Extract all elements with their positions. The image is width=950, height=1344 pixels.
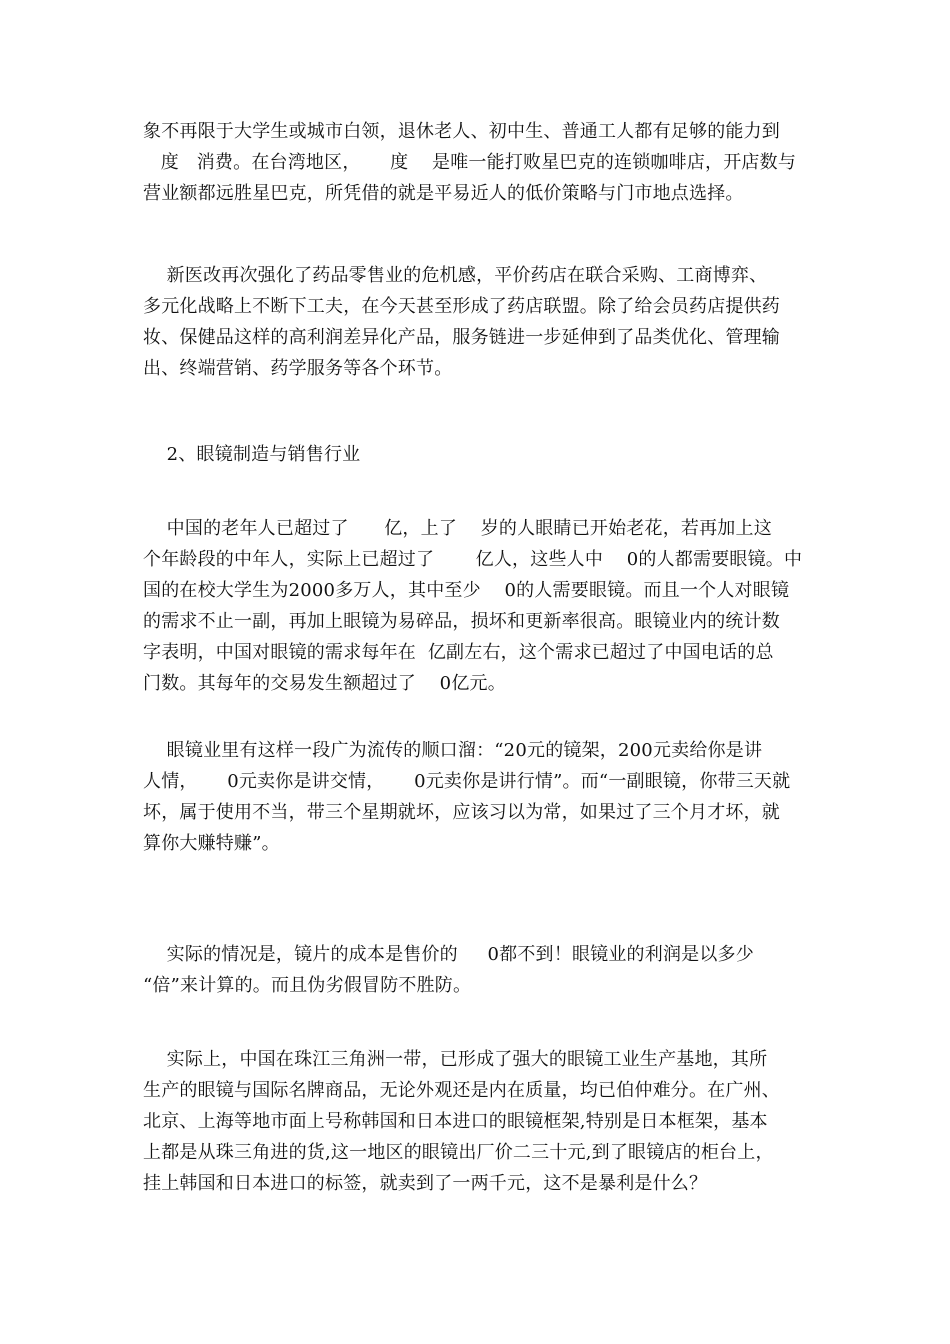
paragraph-7	[143, 1044, 823, 1199]
text-line: 中国的老年人已超过了 亿，上了 岁的人眼睛已开始老花，若再加上这	[143, 518, 772, 539]
text-line: 生产的眼镜与国际名牌商品，无论外观还是内在质量，均已伯仲难分。在广州、	[143, 1080, 780, 1101]
text-line: 国的在校大学生为2000多万人，其中至少 0的人需要眼镜。而且一个人对眼镜	[143, 580, 790, 601]
text-line: 多元化战略上不断下工夫，在今天甚至形成了药店联盟。除了给会员药店提供药	[143, 296, 780, 317]
text-line: 上都是从珠三角进的货,这一地区的眼镜出厂价二三十元,到了眼镜店的柜台上，	[143, 1142, 774, 1163]
text-line: 字表明，中国对眼镜的需求每年在 亿副左右，这个需求已超过了中国电话的总	[143, 642, 774, 663]
text-line: 营业额都远胜星巴克，所凭借的就是平易近人的低价策略与门市地点选择。	[143, 183, 744, 204]
paragraph-4	[143, 513, 823, 699]
text-line: 的需求不止一副，再加上眼镜为易碎品，损坏和更新率很高。眼镜业内的统计数	[143, 611, 780, 632]
text-line: 出、终端营销、药学服务等各个环节。	[143, 358, 453, 379]
text-line: 妆、保健品这样的高利润差异化产品，服务链进一步延伸到了品类优化、管理输	[143, 327, 780, 348]
text-line: 实际上，中国在珠江三角洲一带，已形成了强大的眼镜工业生产基地，其所	[143, 1049, 768, 1070]
text-line: 北京、上海等地市面上号称韩国和日本进口的眼镜框架,特别是日本框架，基本	[143, 1111, 768, 1132]
text-line: 眼镜业里有这样一段广为流传的顺口溜：“20元的镜架，200元卖给你是讲	[143, 740, 763, 761]
text-line: 人情， 0元卖你是讲交情， 0元卖你是讲行情”。而“一副眼镜，你带三天就	[143, 771, 791, 792]
text-line: 坏，属于使用不当，带三个星期就坏，应该习以为常，如果过了三个月才坏，就	[143, 802, 780, 823]
paragraph-2	[143, 260, 823, 384]
paragraph-1	[143, 116, 823, 209]
text-line: 算你大赚特赚”。	[143, 833, 280, 854]
text-line: “倍”来计算的。而且伪劣假冒防不胜防。	[143, 975, 472, 996]
text-line: 门数。其每年的交易发生额超过了 0亿元。	[143, 673, 506, 694]
paragraph-6	[143, 939, 823, 1001]
paragraph-5	[143, 735, 823, 859]
section-heading	[143, 439, 823, 470]
heading-line: 2、眼镜制造与销售行业	[143, 444, 361, 465]
text-line: 度 消费。在台湾地区， 度 是唯一能打败星巴克的连锁咖啡店，开店数与	[143, 152, 797, 173]
text-line: 新医改再次强化了药品零售业的危机感，平价药店在联合采购、工商博弈、	[143, 265, 768, 286]
text-line: 挂上韩国和日本进口的标签，就卖到了一两千元，这不是暴利是什么？	[143, 1173, 708, 1194]
text-line: 个年龄段的中年人，实际上已超过了 亿人，这些人中 0的人都需要眼镜。中	[143, 549, 803, 570]
text-line: 象不再限于大学生或城市白领，退休老人、初中生、普通工人都有足够的能力到	[143, 121, 780, 142]
text-line: 实际的情况是，镜片的成本是售价的 0都不到！眼镜业的利润是以多少	[143, 944, 754, 965]
